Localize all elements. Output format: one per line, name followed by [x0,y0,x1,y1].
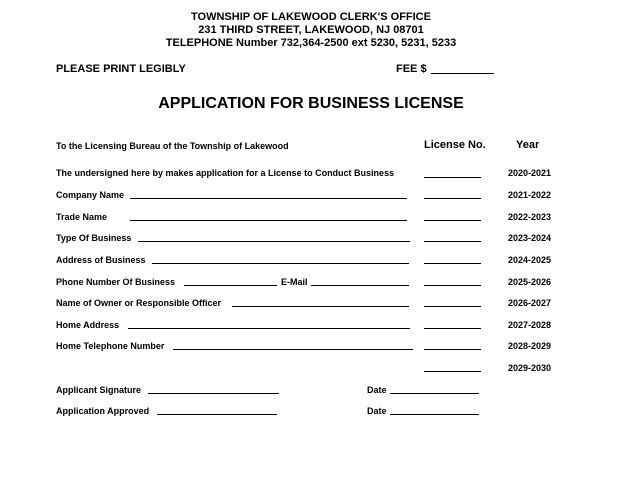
license-no-field-4[interactable] [424,241,481,242]
owner-label: Name of Owner or Responsible Officer [56,298,222,308]
approved-date-field[interactable] [390,414,479,415]
owner-field[interactable] [232,306,409,307]
business-address-label: Address of Business [56,255,146,265]
signature-date-field[interactable] [390,393,479,394]
year-4: 2023-2024 [508,233,552,243]
year-10: 2029-2030 [508,363,552,373]
business-address-field[interactable] [152,263,409,264]
license-no-field-6[interactable] [424,285,481,286]
license-no-field-1[interactable] [424,177,481,178]
office-telephone: TELEPHONE Number 732,364-2500 ext 5230, 5231, 5233 [165,37,457,49]
home-phone-label: Home Telephone Number [56,341,165,351]
business-type-field[interactable] [138,241,410,242]
license-no-field-8[interactable] [424,328,481,329]
license-no-field-7[interactable] [424,306,481,307]
trade-name-field[interactable] [130,220,407,221]
approved-label: Application Approved [56,406,150,416]
license-no-field-2[interactable] [424,198,481,199]
business-phone-field[interactable] [184,285,277,286]
license-no-field-9[interactable] [424,349,481,350]
fee-field[interactable] [431,73,494,74]
year-6: 2025-2026 [508,277,552,287]
license-no-field-3[interactable] [424,220,481,221]
year-5: 2024-2025 [508,255,552,265]
home-address-label: Home Address [56,320,120,330]
signature-label: Applicant Signature [56,385,142,395]
approved-field[interactable] [157,414,277,415]
year-9: 2028-2029 [508,341,552,351]
print-notice: PLEASE PRINT LEGIBLY [56,63,186,75]
year-header: Year [516,139,540,151]
company-name-field[interactable] [130,198,407,199]
year-2: 2021-2022 [508,190,552,200]
year-7: 2026-2027 [508,298,552,308]
email-label: E-Mail [281,277,308,287]
fee-label: FEE $ [396,63,427,75]
license-no-field-10[interactable] [424,371,481,372]
office-address: 231 THIRD STREET, LAKEWOOD, NJ 08701 [198,24,424,36]
signature-field[interactable] [148,393,279,394]
business-phone-label: Phone Number Of Business [56,277,176,287]
home-phone-field[interactable] [173,349,413,350]
signature-date-label: Date [367,385,387,395]
home-address-field[interactable] [128,328,410,329]
company-name-label: Company Name [56,190,125,200]
email-field[interactable] [311,285,409,286]
office-name: TOWNSHIP OF LAKEWOOD CLERK'S OFFICE [191,11,431,23]
year-3: 2022-2023 [508,212,552,222]
intro-text: To the Licensing Bureau of the Township of Lakewood [56,141,289,151]
year-1: 2020-2021 [508,168,552,178]
business-type-label: Type Of Business [56,233,132,243]
form-title: APPLICATION FOR BUSINESS LICENSE [158,95,464,112]
trade-name-label: Trade Name [56,212,108,222]
approved-date-label: Date [367,406,387,416]
license-no-field-5[interactable] [424,263,481,264]
year-8: 2027-2028 [508,320,552,330]
application-statement: The undersigned here by makes application for a License to Conduct Business [56,168,395,178]
license-no-header: License No. [424,139,486,151]
